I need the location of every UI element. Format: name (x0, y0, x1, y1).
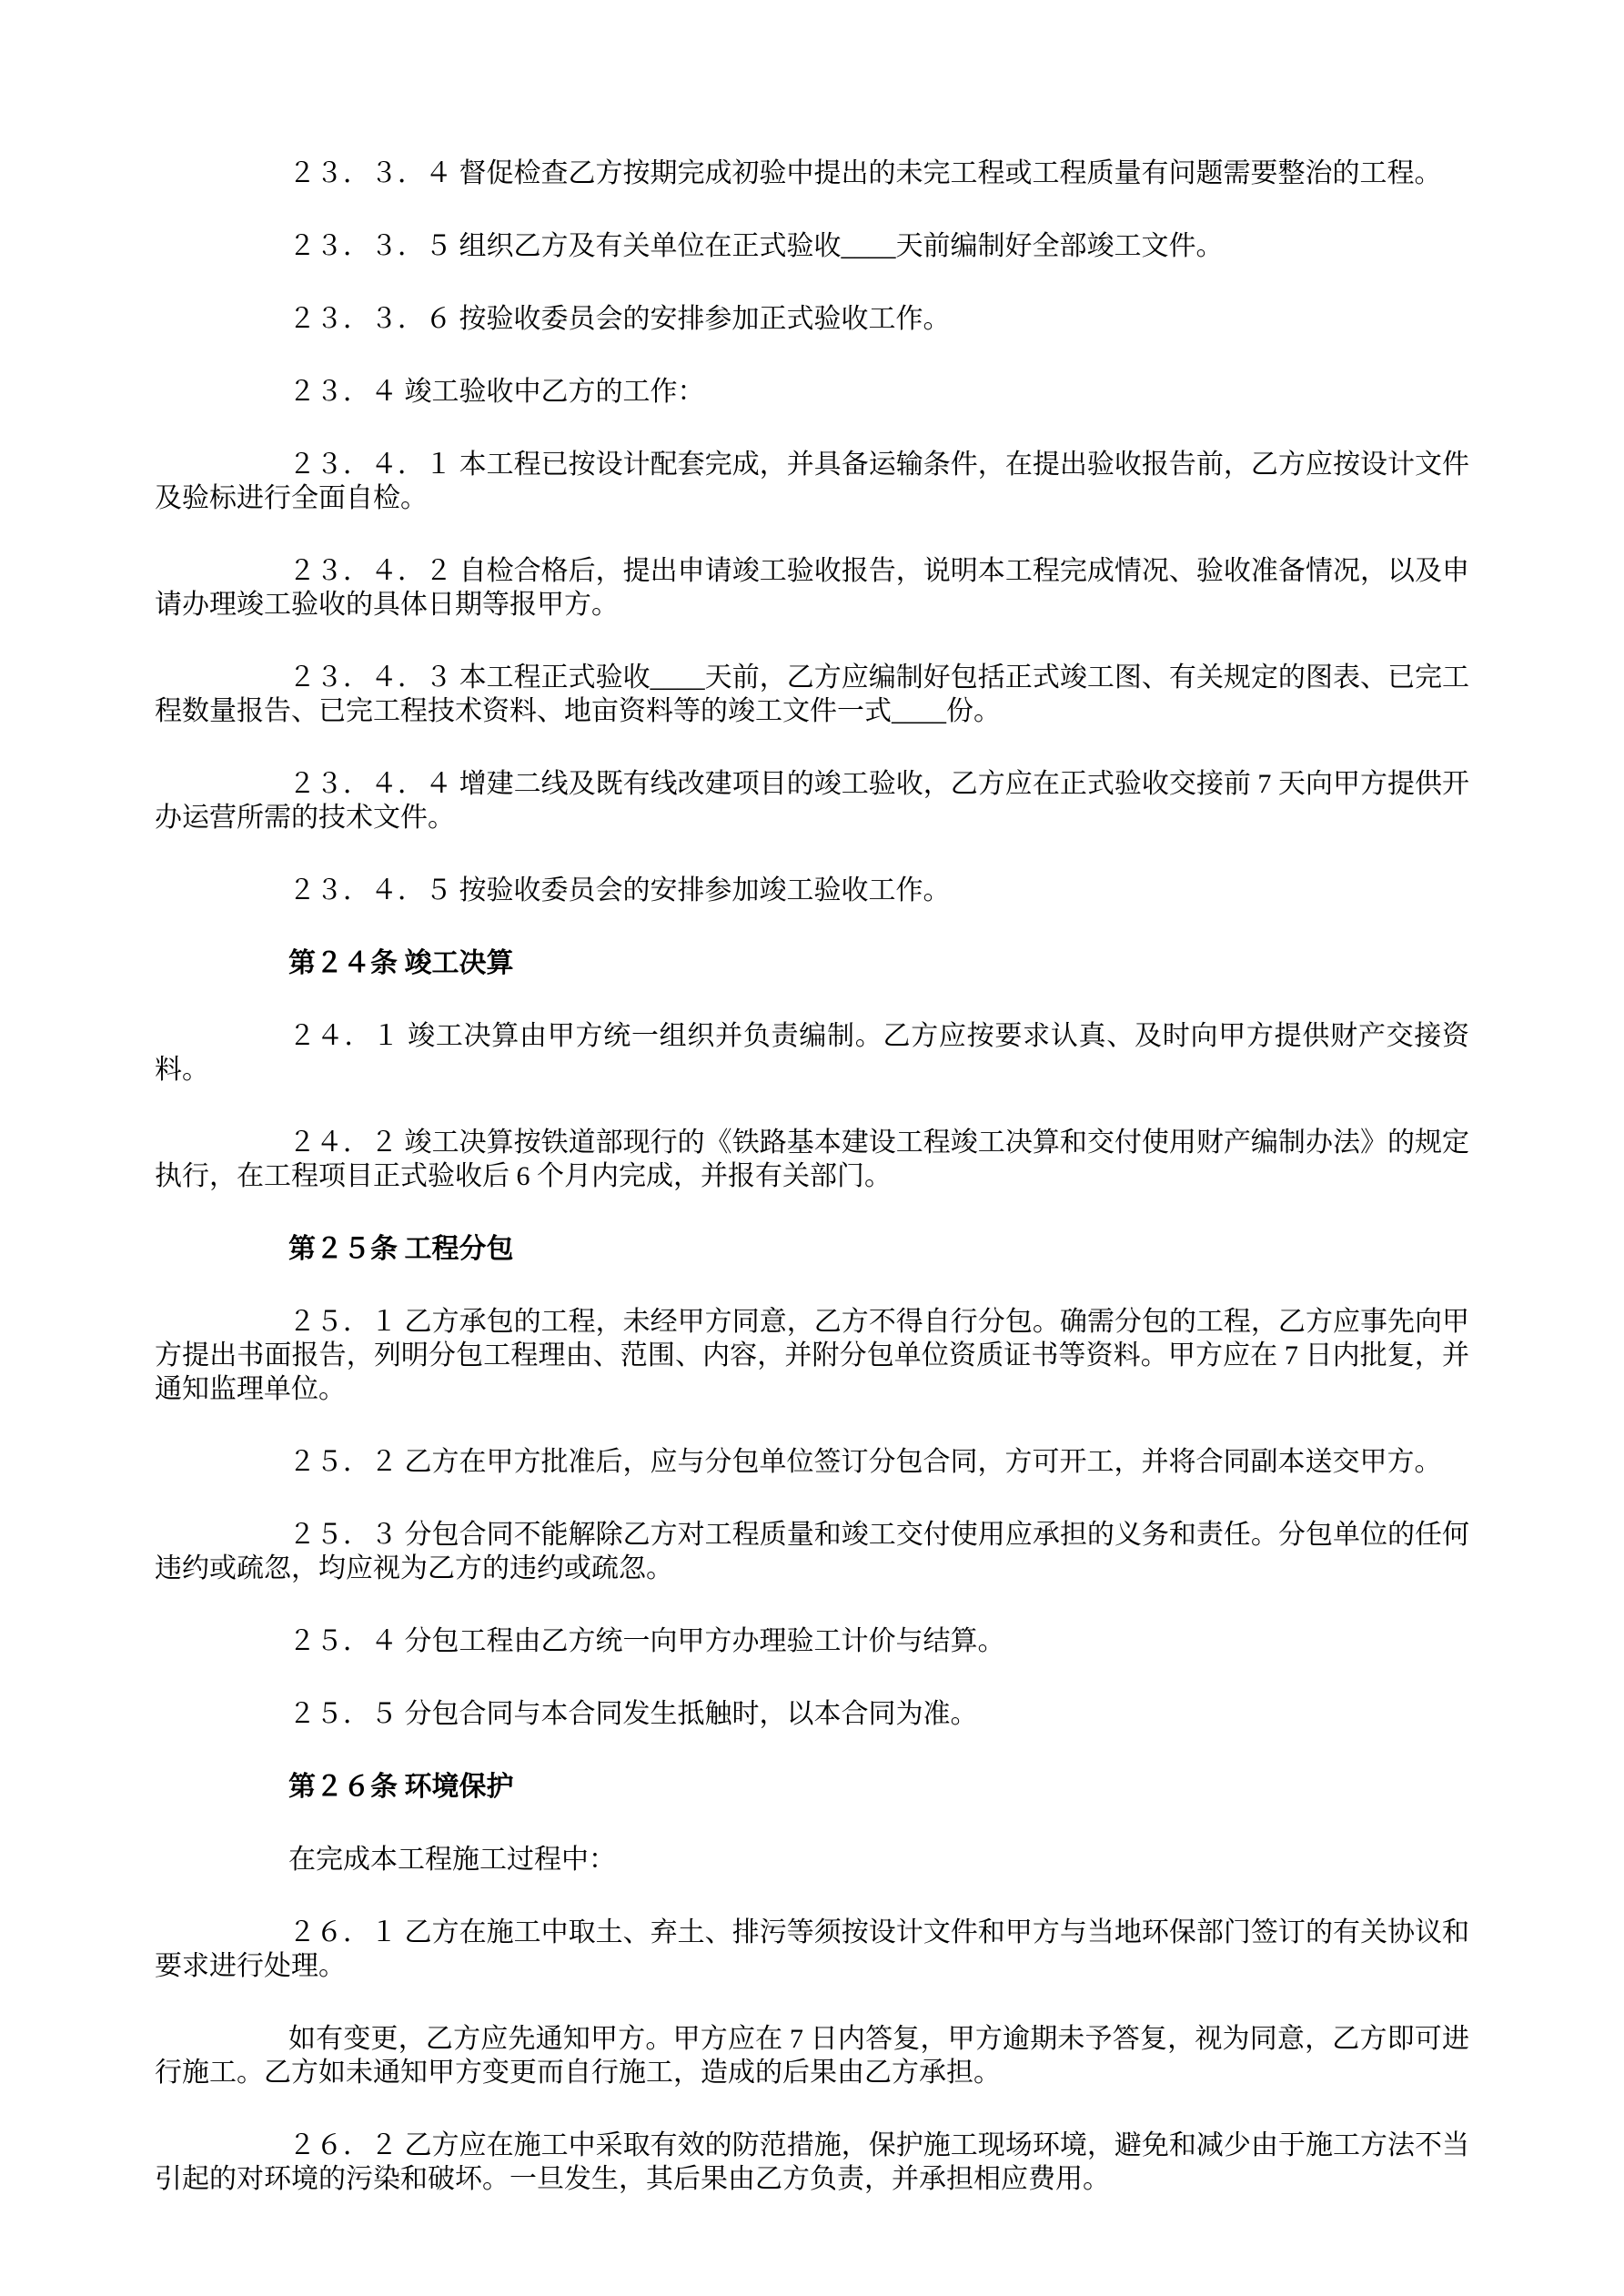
clause-paragraph: ２３．３．５ 组织乙方及有关单位在正式验收____天前编制好全部竣工文件。 (288, 231, 1224, 261)
clause-paragraph: ２６．１ 乙方在施工中取土、弃土、排污等须按设计文件和甲方与当地环保部门签订的有关协议和要求进行处理。 (155, 1917, 1469, 1981)
document-content (155, 157, 1469, 2235)
clause-paragraph: ２５．３ 分包合同不能解除乙方对工程质量和竣工交付使用应承担的义务和责任。分包单位的任何违约或疏忽，均应视为乙方的违约或疏忽。 (155, 1520, 1469, 1583)
clause-paragraph: ２３．３．４ 督促检查乙方按期完成初验中提出的未完工程或工程质量有问题需要整治的工程。 (288, 158, 1442, 188)
clause-paragraph: ２３．３．６ 按验收委员会的安排参加正式验收工作。 (288, 304, 951, 334)
section-heading: 第２５条 工程分包 (288, 1234, 514, 1264)
clause-paragraph: ２５．１ 乙方承包的工程，未经甲方同意，乙方不得自行分包。确需分包的工程，乙方应事先向甲方提出书面报告，列明分包工程理由、范围、内容，并附分包单位资质证书等资料。甲方应在 7 日内批复，并通知监理单位。 (155, 1307, 1469, 1404)
clause-paragraph: ２５．５ 分包合同与本合同发生抵触时，以本合同为准。 (288, 1699, 978, 1729)
clause-paragraph: 在完成本工程施工过程中： (288, 1845, 616, 1875)
clause-paragraph: ２３．４．５ 按验收委员会的安排参加竣工验收工作。 (288, 875, 951, 905)
section-heading: 第２４条 竣工决算 (288, 948, 514, 978)
clause-paragraph: ２４．１ 竣工决算由甲方统一组织并负责编制。乙方应按要求认真、及时向甲方提供财产交接资料。 (155, 1021, 1469, 1085)
clause-paragraph: 如有变更，乙方应先通知甲方。甲方应在 7 日内答复，甲方逾期未予答复，视为同意，乙方即可进行施工。乙方如未通知甲方变更而自行施工，造成的后果由乙方承担。 (155, 2024, 1469, 2088)
clause-paragraph: ２３．４ 竣工验收中乙方的工作： (288, 377, 705, 407)
clause-paragraph: ２３．４．３ 本工程正式验收____天前，乙方应编制好包括正式竣工图、有关规定的图表、已完工程数量报告、已完工程技术资料、地亩资料等的竣工文件一式____份。 (155, 663, 1469, 726)
clause-paragraph: ２３．４．４ 增建二线及既有线改建项目的竣工验收，乙方应在正式验收交接前 7 天向甲方提供开办运营所需的技术文件。 (155, 769, 1469, 833)
clause-paragraph: ２５．４ 分包工程由乙方统一向甲方办理验工计价与结算。 (288, 1626, 1005, 1656)
clause-paragraph: ２６．２ 乙方应在施工中采取有效的防范措施，保护施工现场环境，避免和减少由于施工方法不当引起的对环境的污染和破坏。一旦发生，其后果由乙方负责，并承担相应费用。 (155, 2130, 1469, 2194)
clause-paragraph: ２３．４．１ 本工程已按设计配套完成，并具备运输条件，在提出验收报告前，乙方应按设计文件及验标进行全面自检。 (155, 450, 1469, 513)
clause-paragraph: ２３．４．２ 自检合格后，提出申请竣工验收报告，说明本工程完成情况、验收准备情况，以及申请办理竣工验收的具体日期等报甲方。 (155, 556, 1469, 620)
clause-paragraph: ２４．２ 竣工决算按铁道部现行的《铁路基本建设工程竣工决算和交付使用财产编制办法》的规定执行，在工程项目正式验收后 6 个月内完成，并报有关部门。 (155, 1128, 1469, 1191)
clause-paragraph: ２５．２ 乙方在甲方批准后，应与分包单位签订分包合同，方可开工，并将合同副本送交甲方。 (288, 1447, 1442, 1477)
section-heading: 第２６条 环境保护 (288, 1772, 514, 1802)
